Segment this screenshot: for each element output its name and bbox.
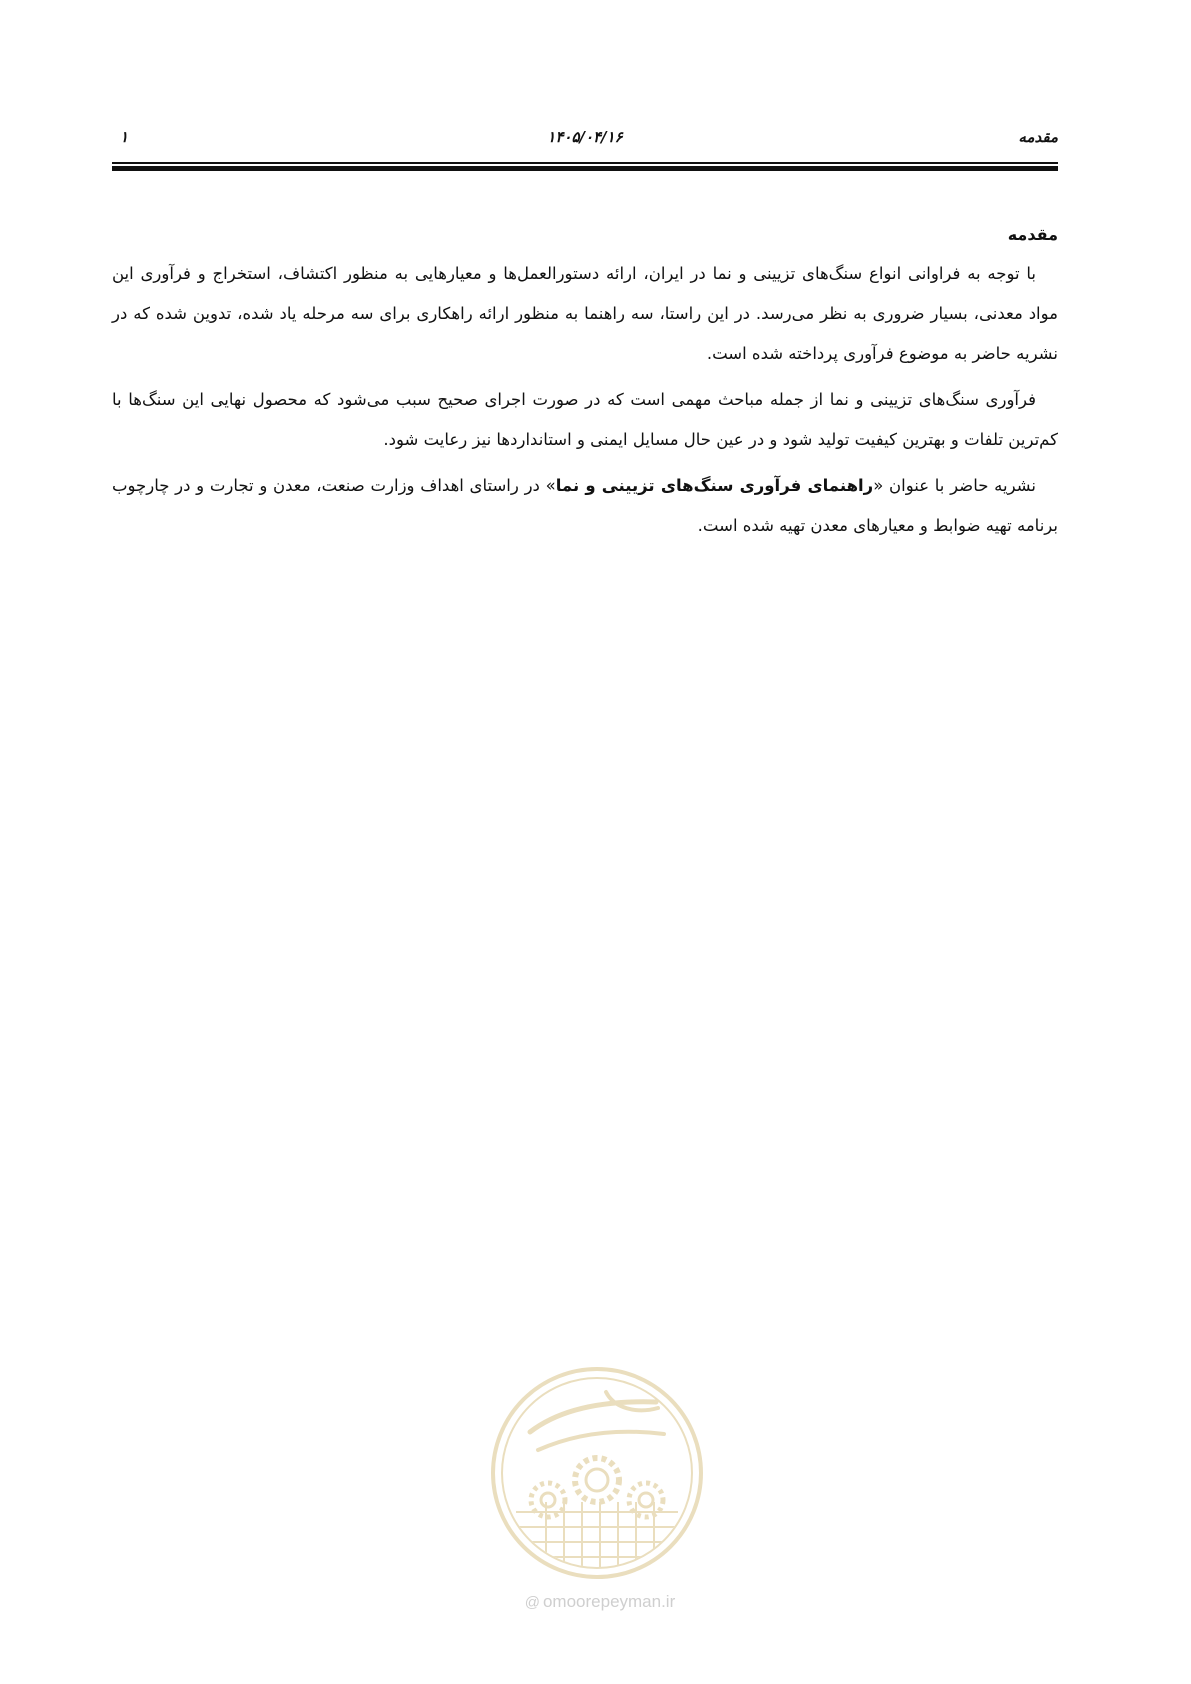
paragraph-2: فرآوری سنگ‌های تزیینی و نما از جمله مباحث مهمی است که در صورت اجرای صحیح سبب می‌شود که محصول نهایی این سنگ‌ها با کم‌ترین تلفات و بهترین کیفیت تولید شود و در عین حال مسایل ایمنی و استانداردها نیز رعایت شود.	[112, 390, 1058, 449]
section-heading: مقدمه	[1007, 225, 1058, 244]
watermark-logo	[486, 1362, 708, 1584]
watermark-url-text: omoorepeyman.ir	[542, 1592, 676, 1611]
paragraph-3-after: » در راستای اهداف وزارت صنعت، معدن و تجارت و در چارچوب برنامه تهیه ضوابط و معیارهای معدن تهیه شده است.	[112, 476, 1058, 535]
watermark-url	[500, 1592, 700, 1612]
publication-title: راهنمای فرآوری سنگ‌های تزیینی و نما	[555, 476, 874, 495]
header-rule-thick	[112, 166, 1058, 171]
at-icon: @	[524, 1594, 540, 1611]
paragraph-1: با توجه به فراوانی انواع سنگ‌های تزیینی و نما در ایران، ارائه دستورالعمل‌ها و معیارهایی به منظور اکتشاف، استخراج و فرآوری این مواد معدنی، بسیار ضروری به نظر می‌رسد. در این راستا، سه راهنما به منظور ارائه راهکاری برای سه مرحله یاد شده، تدوین شده که در نشریه حاضر به موضوع فرآوری پرداخته شده است.	[112, 264, 1058, 363]
header-rule-thin	[112, 162, 1058, 164]
document-body	[112, 220, 1058, 552]
page-header	[112, 128, 1058, 150]
header-page-number: ۱	[120, 128, 129, 146]
paragraph-3-before: نشریه حاضر با عنوان «	[873, 476, 1036, 495]
header-date: ۱۴۰۵/۰۴/۱۶	[547, 128, 623, 146]
paragraph-3	[112, 466, 1058, 546]
header-title: مقدمه	[1018, 128, 1058, 146]
